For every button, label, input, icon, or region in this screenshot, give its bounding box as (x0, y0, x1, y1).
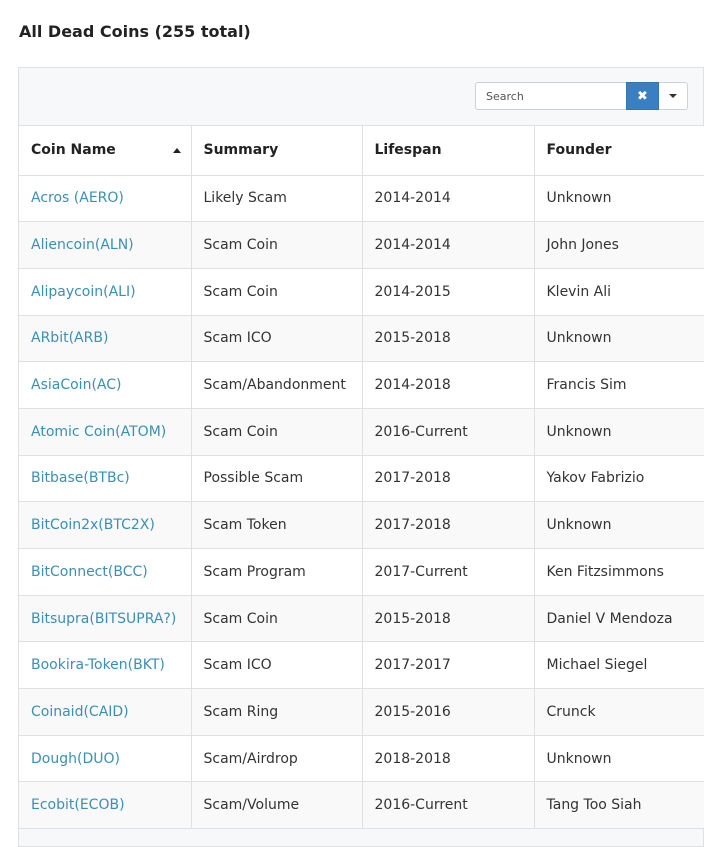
column-header-label: Lifespan (374, 142, 442, 159)
coin-name-cell (19, 408, 191, 455)
coin-name-cell (19, 782, 191, 829)
founder-text: John Jones (546, 237, 619, 254)
summary-text: Scam Coin (203, 610, 278, 627)
summary-cell (191, 595, 362, 642)
founder-cell (534, 268, 704, 315)
coin-name-link[interactable]: BitConnect(BCC) (31, 563, 148, 580)
lifespan-cell (362, 315, 534, 362)
lifespan-text: 2017-2018 (374, 517, 451, 534)
summary-text: Scam ICO (203, 657, 272, 674)
founder-text: Yakov Fabrizio (546, 470, 645, 487)
founder-cell (534, 735, 704, 782)
column-header-coin-name[interactable] (19, 126, 191, 175)
table-row (19, 175, 704, 222)
table-row (19, 642, 704, 689)
summary-text: Scam Token (203, 517, 287, 534)
founder-cell (534, 595, 704, 642)
clear-search-button[interactable] (626, 82, 659, 110)
column-header-label: Coin Name (31, 142, 116, 159)
summary-cell (191, 362, 362, 409)
founder-cell (534, 455, 704, 502)
lifespan-text: 2014-2014 (374, 237, 451, 254)
coin-name-cell (19, 549, 191, 596)
summary-cell (191, 782, 362, 829)
lifespan-cell (362, 595, 534, 642)
summary-cell (191, 222, 362, 269)
coin-name-link[interactable]: Aliencoin(ALN) (31, 237, 134, 254)
founder-cell (534, 315, 704, 362)
lifespan-text: 2015-2018 (374, 330, 451, 347)
lifespan-cell (362, 642, 534, 689)
founder-text: Ken Fitzsimmons (546, 563, 664, 580)
lifespan-cell (362, 362, 534, 409)
founder-text: Michael Siegel (546, 657, 648, 674)
table-row (19, 502, 704, 549)
table-row (19, 735, 704, 782)
lifespan-text: 2017-2018 (374, 470, 451, 487)
summary-cell (191, 408, 362, 455)
coin-name-cell (19, 268, 191, 315)
lifespan-text: 2014-2014 (374, 190, 451, 207)
lifespan-cell (362, 549, 534, 596)
lifespan-text: 2015-2016 (374, 703, 451, 720)
table-row (19, 595, 704, 642)
summary-cell (191, 175, 362, 222)
column-header-summary[interactable] (191, 126, 362, 175)
founder-text: Unknown (546, 190, 612, 207)
dead-coins-table-panel (18, 67, 704, 847)
summary-text: Scam ICO (203, 330, 272, 347)
table-row (19, 782, 704, 829)
lifespan-text: 2018-2018 (374, 750, 451, 767)
coin-name-link[interactable]: AsiaCoin(AC) (31, 377, 122, 394)
table-row (19, 455, 704, 502)
lifespan-cell (362, 455, 534, 502)
coin-name-link[interactable]: Bookira-Token(BKT) (31, 657, 165, 674)
founder-text: Tang Too Siah (546, 797, 642, 814)
coin-name-link[interactable]: Ecobit(ECOB) (31, 797, 125, 814)
coin-name-link[interactable]: ARbit(ARB) (31, 330, 109, 347)
column-header-label: Summary (203, 142, 279, 159)
coin-name-cell (19, 175, 191, 222)
coin-name-link[interactable]: Acros (AERO) (31, 190, 124, 207)
lifespan-text: 2014-2015 (374, 283, 451, 300)
founder-cell (534, 362, 704, 409)
summary-text: Scam/Airdrop (203, 750, 298, 767)
founder-text: Klevin Ali (546, 283, 612, 300)
coin-name-cell (19, 689, 191, 736)
coin-name-link[interactable]: Dough(DUO) (31, 750, 120, 767)
page-title: All Dead Coins (255 total) (19, 22, 251, 41)
summary-text: Scam/Abandonment (203, 377, 346, 394)
table-body (19, 175, 704, 829)
lifespan-cell (362, 782, 534, 829)
table-header-row (19, 126, 704, 175)
column-header-lifespan[interactable] (362, 126, 534, 175)
coin-name-cell (19, 222, 191, 269)
founder-cell (534, 408, 704, 455)
founder-text: Daniel V Mendoza (546, 610, 673, 627)
coin-name-cell (19, 362, 191, 409)
lifespan-text: 2014-2018 (374, 377, 451, 394)
lifespan-cell (362, 268, 534, 315)
coin-name-cell (19, 315, 191, 362)
lifespan-text: 2015-2018 (374, 610, 451, 627)
summary-cell (191, 689, 362, 736)
coin-name-link[interactable]: Bitsupra(BITSUPRA?) (31, 610, 177, 627)
table-row (19, 549, 704, 596)
founder-text: Unknown (546, 423, 612, 440)
lifespan-cell (362, 689, 534, 736)
summary-cell (191, 735, 362, 782)
founder-text: Unknown (546, 517, 612, 534)
summary-cell (191, 642, 362, 689)
table-row (19, 362, 704, 409)
table-row (19, 315, 704, 362)
table-row (19, 408, 704, 455)
summary-text: Scam Coin (203, 423, 278, 440)
summary-text: Likely Scam (203, 190, 287, 207)
coin-name-cell (19, 642, 191, 689)
founder-text: Crunck (546, 703, 596, 720)
coin-name-link[interactable]: Alipaycoin(ALI) (31, 283, 136, 300)
coin-name-link[interactable]: BitCoin2x(BTC2X) (31, 517, 155, 534)
table-row (19, 689, 704, 736)
coin-name-link[interactable]: Coinaid(CAID) (31, 703, 129, 720)
coin-name-link[interactable]: Bitbase(BTBc) (31, 470, 130, 487)
search-group (475, 82, 688, 110)
table-row (19, 222, 704, 269)
summary-text: Possible Scam (203, 470, 304, 487)
summary-cell (191, 268, 362, 315)
column-header-founder[interactable] (534, 126, 704, 175)
founder-cell (534, 549, 704, 596)
search-options-dropdown[interactable] (659, 82, 688, 110)
lifespan-cell (362, 735, 534, 782)
founder-cell (534, 502, 704, 549)
summary-text: Scam Ring (203, 703, 279, 720)
column-header-label: Founder (546, 142, 612, 159)
lifespan-text: 2017-Current (374, 563, 468, 580)
coin-name-link[interactable]: Atomic Coin(ATOM) (31, 423, 167, 440)
coin-name-cell (19, 455, 191, 502)
lifespan-cell (362, 408, 534, 455)
lifespan-text: 2016-Current (374, 797, 468, 814)
summary-cell (191, 455, 362, 502)
coin-name-cell (19, 502, 191, 549)
lifespan-cell (362, 222, 534, 269)
table-row (19, 268, 704, 315)
summary-text: Scam Program (203, 563, 306, 580)
founder-text: Unknown (546, 330, 612, 347)
founder-cell (534, 175, 704, 222)
founder-cell (534, 222, 704, 269)
search-input[interactable] (475, 82, 626, 110)
table-toolbar (19, 68, 703, 126)
dead-coins-table (19, 126, 704, 829)
summary-cell (191, 502, 362, 549)
coin-name-cell (19, 595, 191, 642)
founder-cell (534, 689, 704, 736)
summary-cell (191, 315, 362, 362)
founder-text: Unknown (546, 750, 612, 767)
sort-ascending-icon (173, 148, 181, 153)
founder-cell (534, 642, 704, 689)
summary-text: Scam Coin (203, 237, 278, 254)
summary-text: Scam Coin (203, 283, 278, 300)
founder-text: Francis Sim (546, 377, 627, 394)
lifespan-cell (362, 175, 534, 222)
founder-cell (534, 782, 704, 829)
lifespan-cell (362, 502, 534, 549)
summary-cell (191, 549, 362, 596)
summary-text: Scam/Volume (203, 797, 300, 814)
coin-name-cell (19, 735, 191, 782)
caret-down-icon (669, 94, 677, 98)
close-icon: ✖ (637, 88, 648, 104)
lifespan-text: 2017-2017 (374, 657, 451, 674)
lifespan-text: 2016-Current (374, 423, 468, 440)
